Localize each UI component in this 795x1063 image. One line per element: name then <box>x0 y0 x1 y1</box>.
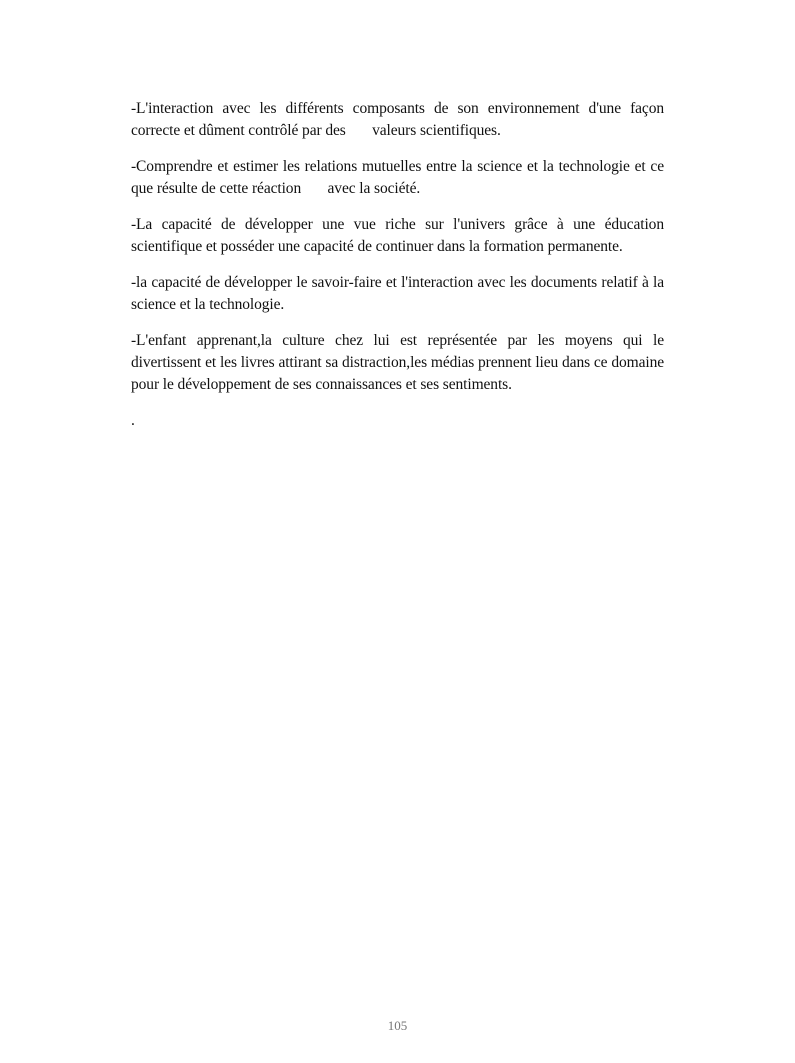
paragraph-culture: -L'enfant apprenant,la culture chez lui est représentée par les moyens qui le divertissent et les livres attirant sa distraction,les médias prennent lieu dans ce domaine pour le développement de ses connaissances et ses sentiments. <box>131 332 664 393</box>
body-text <box>131 98 668 432</box>
paragraph-vision: -La capacité de développer une vue riche sur l'univers grâce à une éducation scientifique et posséder une capacité de continuer dans la formation permanente. <box>131 216 664 255</box>
page-number: 105 <box>387 1018 408 1033</box>
paragraph-interaction: -L'interaction avec les différents composants de son environnement d'une façon correcte et dûment contrôlé par des valeurs scientifiques. <box>131 100 668 139</box>
paragraph-relations: -Comprendre et estimer les relations mutuelles entre la science et la technologie et ce que résulte de cette réaction avec la société. <box>131 158 668 197</box>
trailing-mark: . <box>131 412 135 429</box>
paragraph-savoir-faire: -la capacité de développer le savoir-faire et l'interaction avec les documents relatif à la science et la technologie. <box>131 274 664 313</box>
